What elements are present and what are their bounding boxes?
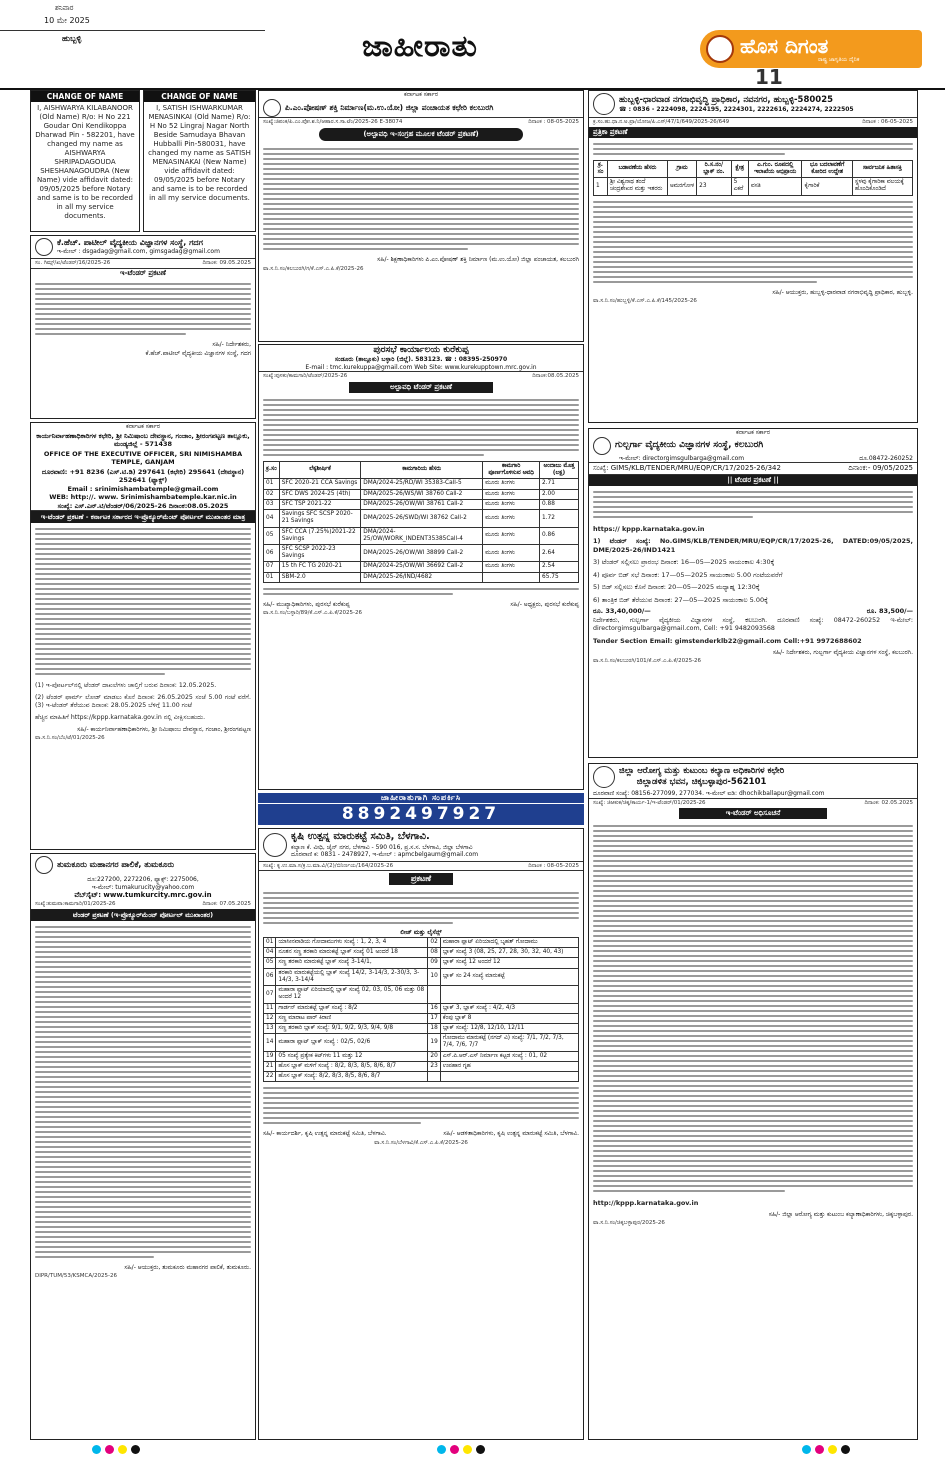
table-cell: 2.71 bbox=[540, 479, 579, 489]
table-row bbox=[264, 1003, 579, 1013]
table-cell: 07 bbox=[264, 562, 280, 572]
table-cell: 01 bbox=[264, 937, 276, 947]
table-row bbox=[264, 479, 579, 489]
kh-org: ಕೆ.ಹೆಚ್. ಪಾಟೀಲ್ ವೈದ್ಯಕೀಯ ವಿಜ್ಞಾನಗಳ ಸಂಸ್ಥೆ, ಗದಗ bbox=[57, 238, 203, 248]
table-cell: ಎಸ್.ಪಿ.ಆರ್.ಎಸ್ ನಿರ್ಮಾಣ ಕಟ್ಟಡ ಸಂಖ್ಯೆ : 01, 02 bbox=[440, 1051, 578, 1061]
ganjam-notice: ಇ-ಟೆಂಡರ್ ಪ್ರಕಟಣೆ - ಕರ್ನಾಟಕ ಸರ್ಕಾರದ ಇ-ಪ್ರೊಕ್ಯೂರ್‌ಮೆಂಟ್ ಪೋರ್ಟಲ್ ಮುಖಾಂತರ ಮಾತ್ರ bbox=[31, 511, 255, 523]
table-cell: 13 bbox=[264, 1023, 276, 1033]
apmc-ref: ಸಂಖ್ಯೆ: ಕೃ.ಉ.ಮಾ.ಸ/ಕ್ರ.ಬ.ಮಾ.ವಿ/(2)/ಬಿನಿರ್ಣಯ/164/2025-26 bbox=[263, 862, 394, 869]
tum-code: DIPR/TUM/53/KSMCA/2025-26 bbox=[35, 1273, 117, 1280]
table-cell: DMA/2024-25/OW/WORK_INDENT35385Call-4 bbox=[361, 527, 483, 544]
chk-code: ವಾ.ಸ.ನಿ.ಸಂ/ಚಿಕ್ಕಬಳ್ಳಾಪುರ/2025-26 bbox=[593, 1220, 665, 1227]
kzp-date: ದಿನಾಂಕ : 08-05-2025 bbox=[528, 118, 579, 125]
table-row bbox=[264, 1023, 579, 1033]
gims-amount: ರೂ. 33,40,000/— bbox=[593, 606, 651, 615]
table-row bbox=[264, 562, 579, 572]
issue-day: ಶನಿವಾರ bbox=[55, 4, 74, 12]
table-cell: ಉಪಹಾರ ಗೃಹ bbox=[440, 1061, 578, 1071]
change-of-name-1 bbox=[30, 90, 140, 232]
apmc-table bbox=[263, 937, 579, 1083]
magenta-mark-icon bbox=[450, 1445, 459, 1454]
table-cell: 01 bbox=[264, 572, 280, 582]
kh-body bbox=[31, 278, 255, 340]
emblem-icon bbox=[593, 766, 615, 788]
registration-marks bbox=[800, 1445, 852, 1457]
table-cell: 06 bbox=[264, 544, 280, 561]
chk-notice: ಇ-ಟೆಂಡರ್ ಅಧಿಸೂಚನೆ bbox=[679, 808, 827, 819]
ganjam-title-en: OFFICE OF THE EXECUTIVE OFFICER, SRI NIMISHAMBA TEMPLE, GANJAM bbox=[43, 449, 243, 466]
kh-patil-notice bbox=[30, 235, 256, 419]
table-row bbox=[264, 499, 579, 509]
chk-body bbox=[589, 820, 917, 1197]
table-header: ಎ.ಗುಂ. ರೂಪದಲ್ಲಿ ಇಲಾಖೆಯ ಅಭಿಪ್ರಾಯ bbox=[748, 160, 802, 177]
table-cell bbox=[440, 1072, 578, 1082]
table-cell: 1.72 bbox=[540, 510, 579, 527]
gims-schedule-3: 5) ಬಿಡ್ ಸಲ್ಲಿಸಲು ಕೊನೆ ದಿನಾಂಕ: 20—05—2025 ಮಧ್ಯಾಹ್ನ 12:30ಕ್ಕೆ bbox=[593, 583, 760, 592]
table-cell: 12 bbox=[264, 1013, 276, 1023]
table-cell: ಮೂರು ತಿಂಗಳು bbox=[483, 527, 540, 544]
gims-tender-section: Tender Section Email: gimstenderklb22@gmail.com Cell:+91 9972688602 bbox=[593, 637, 862, 646]
tum-date: ದಿನಾಂಕ: 07.05.2025 bbox=[202, 900, 251, 907]
table-cell: 65.75 bbox=[540, 572, 579, 582]
table-cell: ಸಣ್ಣ ತರಕಾರಿ ಮಾರುಕಟ್ಟೆ ಬ್ಲಾಕ್ ಸಂಖ್ಯೆ 3-14/1, bbox=[276, 958, 428, 968]
table-row bbox=[264, 1013, 579, 1023]
table-cell: ನೂತನ ಸಣ್ಣ ತರಕಾರಿ ಮಾರುಕಟ್ಟೆ ಬ್ಲಾಕ್ ಸಂಖ್ಯೆ 01 ಅಂದರೆ 18 bbox=[276, 948, 428, 958]
table-row bbox=[264, 1034, 579, 1051]
kh-sign2: ಕೆ.ಹೆಚ್.ಪಾಟೀಲ್ ವೈದ್ಯಕೀಯ ವಿಜ್ಞಾನಗಳ ಸಂಸ್ಥೆ, ಗದಗ bbox=[145, 350, 251, 358]
hdmc-ref: ಕ್ರ.ಸಂ.ಹು.ಧಾ.ನ.ಅ.ಪ್ರಾ/ಯೋಜ/ಪಿ.ಎಸ್/47/1/649/2025-26/649 bbox=[593, 119, 730, 125]
tum-notice: ಟೆಂಡರ್ ಪ್ರಕಟಣೆ (ಇ-ಪ್ರೊಕ್ಯೂರ್‌ಮೆಂಟ್ ಪೋರ್ಟಲ್ ಮುಖಾಂತರ) bbox=[31, 909, 255, 921]
kzp-code: ವಾ.ಸ.ನಿ.ಸಂ/ಕಲಬುರಗಿ/ಗ/ಕೆ.ಎಸ್.ಎ.ಪಿ.ಕೆ/2025-26 bbox=[263, 265, 364, 272]
chk-address: ಜಿಲ್ಲಾಡಳಿತ ಭವನ, ಚಿಕ್ಕಬಳ್ಳಾಪುರ-562101 bbox=[636, 777, 767, 787]
table-cell: 04 bbox=[264, 510, 280, 527]
table-row bbox=[264, 572, 579, 582]
gims-site: https:// kppp.karnataka.gov.in bbox=[593, 524, 705, 533]
cyan-mark-icon bbox=[802, 1445, 811, 1454]
ganjam-gov: ಕರ್ನಾಟಕ ಸರ್ಕಾರ bbox=[125, 423, 161, 430]
apmc-title: ಕೃಷಿ ಉತ್ಪನ್ನ ಮಾರುಕಟ್ಟೆ ಸಮಿತಿ, ಬೆಳಗಾವಿ. bbox=[291, 831, 430, 842]
masthead bbox=[0, 0, 945, 90]
apmc-notice bbox=[258, 828, 584, 1440]
black-mark-icon bbox=[476, 1445, 485, 1454]
table-cell: ಯಾಸೀನವಾಡಿಯ ಗೋದಾಮುಗಳು ಸಂಖ್ಯೆ : 1, 2, 3, 4 bbox=[276, 937, 428, 947]
table-cell: DMA/2025-26/WS/WI 38760 Call-2 bbox=[361, 489, 483, 499]
table-cell: ಬ್ಲಾಕ್ ಸಂಖ್ಯೆ 3 (08, 25, 27, 28, 30, 32, 40, 43) bbox=[440, 948, 578, 958]
tum-phone: ದೂ:227200, 2272206, ಫ್ಯಾಕ್ಸ್: 2275006, bbox=[87, 876, 199, 883]
table-cell: ಕೆಂಪು ಬ್ಲಾಕ್ 8 bbox=[440, 1013, 578, 1023]
kur-email: E-mail : tmc.kurekuppa@gmail.com Web Site: www.kurekupptown.mrc.gov.in bbox=[305, 363, 537, 371]
table-cell: 08 bbox=[428, 948, 440, 958]
tum-email: ಇ-ಮೇಲ್: tumakurucity@yahoo.com bbox=[91, 883, 195, 891]
kh-sign: ಸಹಿ/- ನಿರ್ದೇಶಕರು, bbox=[212, 340, 251, 348]
table-cell: SBM-2.0 bbox=[279, 572, 361, 582]
apmc-notice: ಪ್ರಕಟಣೆ bbox=[389, 873, 453, 885]
table-cell: SFC CCA (7.25%)2021-22 Savings bbox=[279, 527, 361, 544]
table-cell: ಮೂರು ತಿಂಗಳು bbox=[483, 499, 540, 509]
table-cell: Savings SFC SCSP 2020-21 Savings bbox=[279, 510, 361, 527]
table-cell bbox=[440, 986, 578, 1003]
table-cell: ತರಕಾರಿ ಮಾರುಕಟ್ಟೆಯಲ್ಲಿ ಬ್ಲಾಕ್ ಸಂಖ್ಯೆ 14/2, 3-14/3, 2-30/3, 3-14/3, 3-14/4 bbox=[276, 968, 428, 985]
table-cell: ಮೂರು ತಿಂಗಳು bbox=[483, 544, 540, 561]
table-cell: ವಸತಿ bbox=[748, 178, 802, 195]
kur-body bbox=[259, 394, 583, 461]
chk-phone: ದೂರವಾಣಿ ಸಂಖ್ಯೆ: 08156-277099, 277034. ಇ-ಮೇಲ್ ಐಡಿ: dhochikballapur@gmail.com bbox=[593, 790, 825, 797]
black-mark-icon bbox=[131, 1445, 140, 1454]
table-cell: 21 bbox=[264, 1061, 276, 1071]
emblem-icon bbox=[35, 238, 53, 256]
table-cell: DMA/2025-26/SWD/WI 38762 Call-2 bbox=[361, 510, 483, 527]
table-cell: 14 bbox=[264, 1034, 276, 1051]
kzp-title: ಪಿ.ಎಂ.ಪೋಷಣ್ ಶಕ್ತಿ ನಿರ್ಮಾಣ(ಮ.ಉ.ಯೋ) ಜಿಲ್ಲಾ ಪಂಚಾಯತ ಕಛೇರಿ ಕಲಬುರಗಿ bbox=[285, 102, 494, 112]
magenta-mark-icon bbox=[815, 1445, 824, 1454]
table-row bbox=[264, 937, 579, 947]
table-cell: 05 bbox=[264, 527, 280, 544]
kur-date: ದಿನಾಂಕ:08.05.2025 bbox=[532, 373, 579, 380]
apmc-logo-icon bbox=[263, 833, 287, 857]
registration-marks bbox=[435, 1445, 487, 1457]
kur-th: ಲೆಕ್ಕಶೀರ್ಷಿಕೆ bbox=[279, 461, 361, 478]
table-cell: ಸ್ಥಳವು ಕೈಗಾರಿಕಾ ವಲಯಕ್ಕೆ ಹೊಂದಿಕೊಂಡಿದೆ bbox=[852, 178, 912, 195]
table-cell: ಕೈಗಾರಿಕೆ bbox=[802, 178, 852, 195]
tum-org: ತುಮಕೂರು ಮಹಾನಗರ ಪಾಲಿಕೆ, ತುಮಕೂರು bbox=[57, 860, 175, 869]
yellow-mark-icon bbox=[828, 1445, 837, 1454]
table-cell: SFC DWS 2024-25 (4th) bbox=[279, 489, 361, 499]
con1-heading: CHANGE OF NAME bbox=[31, 91, 139, 102]
paper-logo bbox=[700, 30, 922, 68]
tumakuru-notice bbox=[30, 853, 256, 1440]
kur-th: ಕಾಮಗಾರಿ ಪೂರ್ಣಗೊಳಿಸುವ ಅವಧಿ bbox=[483, 461, 540, 478]
paper-name: ಹೊಸ ದಿಗಂತ bbox=[740, 34, 829, 58]
table-header: ಕ್ಷೇತ್ರ bbox=[731, 160, 748, 177]
chk-sign: ಸಹಿ/- ಜಿಲ್ಲಾ ಆರೋಗ್ಯ ಮತ್ತು ಕುಟುಂಬ ಕಲ್ಯಾಣಾಧಿಕಾರಿಗಳು, ಚಿಕ್ಕಬಳ್ಳಾಪುರ. bbox=[768, 1210, 913, 1218]
kur-ref: ಸಂಖ್ಯೆ:ಪುಸಕು/ಕಾಮಗಾರಿ/ಟೆಂಡರ್/2025-26 bbox=[263, 373, 348, 380]
table-row bbox=[264, 489, 579, 499]
table-cell: DMA/2024-25/RD/WI 35383-Call-5 bbox=[361, 479, 483, 489]
table-cell: 23 bbox=[428, 1061, 440, 1071]
table-cell: ಮೂರು ತಿಂಗಳು bbox=[483, 489, 540, 499]
kur-sign: ಸಹಿ/- ಮುಖ್ಯಾಧಿಕಾರಿಗಳು, ಪುರಸಭೆ ಕುರೆಕುಪ್ಪ bbox=[263, 600, 350, 608]
kh-notice: ಇ-ಟೆಂಡರ್ ಪ್ರಕಟಣೆ bbox=[120, 268, 166, 277]
hdmc-date: ದಿನಾಂಕ : 06-05-2025 bbox=[862, 119, 913, 125]
table-cell: 06 bbox=[264, 968, 276, 985]
kur-th: ಅಂದಾಜು ಮೊತ್ತ (ಲಕ್ಷ) bbox=[540, 461, 579, 478]
gims-title: ಗುಲ್ಬರ್ಗಾ ವೈದ್ಯಕೀಯ ವಿಜ್ಞಾನಗಳ ಸಂಸ್ಥೆ, ಕಲಬುರಗಿ bbox=[615, 439, 764, 450]
table-cell: 2.00 bbox=[540, 489, 579, 499]
kzp-gov: ಕರ್ನಾಟಕ ಸರ್ಕಾರ bbox=[403, 91, 439, 98]
hdmc-sign: ಸಹಿ/- ಆಯುಕ್ತರು, ಹುಬ್ಬಳ್ಳಿ-ಧಾರವಾಡ ನಗರಾಭಿವೃದ್ಧಿ ಪ್ರಾಧಿಕಾರ, ಹುಬ್ಬಳ್ಳಿ. bbox=[772, 288, 913, 296]
table-cell bbox=[428, 1072, 440, 1082]
table-cell: DMA/2025-26/OW/WI 38899 Call-2 bbox=[361, 544, 483, 561]
table-cell: 15 th FC TG 2020-21 bbox=[279, 562, 361, 572]
gims-notice: || ಟೆಂಡರ ಪ್ರಕಟಣೆ || bbox=[589, 475, 917, 486]
gims-contact: ನಿರ್ದೇಶಕರು, ಗುಲ್ಬರ್ಗಾ ವೈದ್ಯಕೀಯ ವಿಜ್ಞಾನಗಳ ಸಂಸ್ಥೆ, ಕಲಬುರಗಿ. ದೂರವಾಣಿ ಸಂಖ್ಯೆ: 08472-260252 ಇ-ಮೇಲ್: directorgimsgulbarga@gmail.com, Cell: +91 9482093568 bbox=[593, 616, 913, 632]
table-cell: 0.86 bbox=[540, 527, 579, 544]
tum-web: ವೆಬ್‌ಸೈಟ್: www.tumkurcity.mrc.gov.in bbox=[74, 891, 212, 899]
kur-th: ಕ್ರ.ಸಂ bbox=[264, 461, 280, 478]
gims-notice bbox=[588, 428, 918, 758]
kur-code: ವಾ.ಸ.ನಿ.ಸಂ/ಬಳ್ಳಾರಿ/89/ಕೆ.ಎಸ್.ಎ.ಪಿ.ಕೆ/2025-26 bbox=[263, 610, 363, 617]
table-row bbox=[264, 527, 579, 544]
ganjam-temple-notice bbox=[30, 422, 256, 850]
table-row bbox=[594, 178, 913, 195]
table-cell: 19 bbox=[264, 1051, 276, 1061]
table-row bbox=[264, 986, 579, 1003]
table-cell: 01 bbox=[264, 479, 280, 489]
table-cell: DMA/2025-26/OW/WI 38761 Call-2 bbox=[361, 499, 483, 509]
table-cell: ಮಹಾರಾ ಪ್ಲಾಟ್ ಏರಿಯಾದಲ್ಲಿ ಬ್ಲಾಕ್ ಸಂಖ್ಯೆ 02, 03, 05, 06 ಮತ್ತು 08 ಅಂದರೆ 12 bbox=[276, 986, 428, 1003]
gims-logo-icon bbox=[593, 437, 611, 455]
yellow-mark-icon bbox=[463, 1445, 472, 1454]
table-cell: 09 bbox=[428, 958, 440, 968]
apmc-sign2: ಸಹಿ/- ಆಡಳಿತಾಧಿಕಾರಿಗಳು, ಕೃಷಿ ಉತ್ಪನ್ನ ಮಾರುಕಟ್ಟೆ ಸಮಿತಿ, ಬೆಳಗಾವಿ. bbox=[443, 1130, 579, 1138]
apmc-body bbox=[259, 887, 583, 929]
table-cell: 20 bbox=[428, 1051, 440, 1061]
chk-title: ಜಿಲ್ಲಾ ಆರೋಗ್ಯ ಮತ್ತು ಕುಟುಂಬ ಕಲ್ಯಾಣ ಅಧಿಕಾರಿಗಳ ಕಛೇರಿ bbox=[619, 766, 785, 777]
table-row bbox=[264, 958, 579, 968]
table-row bbox=[264, 544, 579, 561]
ganjam-title: ಕಾರ್ಯನಿರ್ವಾಹಣಾಧಿಕಾರಿಗಳ ಕಛೇರಿ, ಶ್ರೀ ನಿಮಿಷಾಂಬ ದೇವಸ್ಥಾನ, ಗಂಜಾಂ, ಶ್ರೀರಂಗಪಟ್ಟಣ ತಾಲ್ಲೂಕು, ಮಂಡ್ಯಜಿಲ್ಲೆ - 571438 bbox=[36, 431, 250, 448]
table-cell bbox=[483, 572, 540, 582]
kzp-notice: (ಅಲ್ಪಾವಧಿ ಇ-ಸಂಗ್ರಹ ಮೂಲಕ ಟೆಂಡರ್ ಪ್ರಕಟಣೆ) bbox=[319, 128, 523, 141]
hdmc-phone: ☎ : 0836 - 2224098, 2224195, 2224301, 2222616, 2224274, 2222505 bbox=[619, 105, 854, 113]
table-cell: ಗೋದಾಮು ಮಾರುಕಟ್ಟೆ (ನಗದ್ ವಿ) ಸಂಖ್ಯೆ: 7/1, 7/2, 7/3, 7/4, 7/6, 7/7 bbox=[440, 1034, 578, 1051]
table-cell: 2.64 bbox=[540, 544, 579, 561]
ganjam-body bbox=[31, 523, 255, 680]
black-mark-icon bbox=[841, 1445, 850, 1454]
hdmc-table bbox=[593, 160, 913, 196]
table-cell: 5 ಎಕರೆ bbox=[731, 178, 748, 195]
apmc-phone: ದೂರವಾಣಿ ಕ: 0831 - 2478927, ಇ-ಮೇಲ್ : apmcbelgaum@gmail.com bbox=[291, 851, 479, 858]
table-cell: 2.54 bbox=[540, 562, 579, 572]
table-row bbox=[264, 510, 579, 527]
table-header: ಬಡಾವಣೆಯ ಹೆಸರು bbox=[607, 160, 667, 177]
table-cell: 23 bbox=[697, 178, 731, 195]
table-cell: 10 bbox=[428, 968, 440, 985]
con1-body: I, AISHWARYA KILABANOOR (Old Name) R/o: H No 221 Goudar Oni Kendikoppa Dharwad Pin - 582201, have changed my name as AISHWARYA SHRIPADAGOUDA SHESHANAGOUDRA (New Name) vide affidavit dated: 09/05/2025 before Notary and same is to be recorded in all my service documents. bbox=[35, 104, 135, 220]
table-cell: 04 bbox=[264, 948, 276, 958]
table-cell: 11 bbox=[264, 1003, 276, 1013]
hdmc-notice: ಪ್ರತ್ರಿಕಾ ಪ್ರಕಟಣೆ bbox=[589, 127, 917, 138]
table-cell: ಶ್ರೀ ವಿಶ್ವನಾಥ ತಂದೆ ಚಂದ್ರಶೇಖರ ಮತ್ತು ಇತರರು bbox=[607, 178, 667, 195]
table-cell: ಮೂರು ತಿಂಗಳು bbox=[483, 510, 540, 527]
yellow-mark-icon bbox=[118, 1445, 127, 1454]
table-cell: 05 ಸಂಖ್ಯೆ ಪ್ರತ್ಯೇಕ ಕಿಟ್‌ಗಳು 11 ಮತ್ತು 12 bbox=[276, 1051, 428, 1061]
lamp-icon bbox=[706, 35, 734, 63]
table-cell: 16 bbox=[428, 1003, 440, 1013]
emblem-icon bbox=[263, 99, 281, 117]
chk-date: ದಿನಾಂಕ: 02.05.2025 bbox=[864, 799, 913, 806]
paper-tagline: ರಾಷ್ಟ್ರ ಜಾಗೃತಿಯ ದೈನಿಕ bbox=[818, 57, 860, 63]
gims-gov: ಕರ್ನಾಟಕ ಸರ್ಕಾರ bbox=[735, 429, 771, 436]
hdmc-notice bbox=[588, 90, 918, 423]
table-header: ಭೂ ಬದಲಾವಣೆಗೆ ಕೋರಿದ ಉದ್ದೇಶ bbox=[802, 160, 852, 177]
issue-date: 10 ಮೇ 2025 bbox=[44, 16, 90, 25]
table-cell: 07 bbox=[264, 986, 276, 1003]
table-cell: ಬ್ಲಾಕ್ ಸಂ 24 ಸಂಖ್ಯೆ ಮಾರುಕಟ್ಟೆ bbox=[440, 968, 578, 985]
kur-address: ಸಂಡೂರು (ತಾಲ್ಲೂಕು) ಬಳ್ಳಾರಿ (ಜಿಲ್ಲೆ). 583123. ☎ : 08395-250970 bbox=[334, 356, 508, 364]
emblem-icon bbox=[35, 856, 53, 874]
kh-email: ಇ-ಮೇಲ್ : dsgadag@gmail.com, gimsgadag@gmail.com bbox=[57, 248, 220, 256]
kurekuppa-notice bbox=[258, 344, 584, 790]
table-cell: SFC SCSP 2022-23 Savings bbox=[279, 544, 361, 561]
table-cell: ಬ್ಲಾಕ್ 3, ಬ್ಲಾಕ್ ಸಂಖ್ಯೆ : 4/2, 4/3 bbox=[440, 1003, 578, 1013]
table-cell: 05 bbox=[264, 958, 276, 968]
ad-banner[interactable] bbox=[258, 793, 584, 825]
table-header: ಗ್ರಾಮ bbox=[667, 160, 696, 177]
table-header: ರಿ.ಸ.ನಂ/ ಬ್ಲಾಕ್ ನಂ. bbox=[697, 160, 731, 177]
table-row bbox=[264, 968, 579, 985]
hdmc-title: ಹುಬ್ಬಳ್ಳಿ-ಧಾರವಾಡ ನಗರಾಭಿವೃದ್ಧಿ ಪ್ರಾಧಿಕಾರ, ನವನಗರ, ಹುಬ್ಬಳ್ಳಿ-580025 bbox=[619, 94, 834, 105]
table-cell: 18 bbox=[428, 1023, 440, 1033]
table-cell: ಸಣ್ಣ ತರಕಾರಿ ಬ್ಲಾಕ್ ಸಂಖ್ಯೆ: 9/1, 9/2, 9/3, 9/4, 9/8 bbox=[276, 1023, 428, 1033]
table-cell: SFC TSP 2021-22 bbox=[279, 499, 361, 509]
table-cell: ಬ್ಲಾಕ್ ಸಂಖ್ಯೆ: 12/8, 12/10, 12/11 bbox=[440, 1023, 578, 1033]
table-cell: 17 bbox=[428, 1013, 440, 1023]
table-cell: ಮಹಾರಾ ಪ್ಲಾಟ್ ಬ್ಲಾಕ್ ಸಂಖ್ಯೆ : 02/5, 02/6 bbox=[276, 1034, 428, 1051]
kur-title: ಪುರಸಭೆ ಕಾರ್ಯಾಲಯ ಕುರೆಕುಪ್ಪ bbox=[373, 345, 469, 355]
magenta-mark-icon bbox=[105, 1445, 114, 1454]
cyan-mark-icon bbox=[92, 1445, 101, 1454]
kur-notice: ಅಲ್ಪಾವಧಿ ಟೆಂಡರ್ ಪ್ರಕಟಣೆ bbox=[349, 382, 493, 393]
chk-ref: ಸಂಖ್ಯೆ: ಜಿಆಕುಕ/ಚಿಕ್ಕ/ಕಾರ್ಯ-1/ಇ-ಟೆಂಡರ್/01/2025-26 bbox=[593, 799, 706, 806]
table-cell: 03 bbox=[264, 499, 280, 509]
chikkaballapur-notice bbox=[588, 763, 918, 1440]
table-cell: ಬ್ಲಾಕ್ ಸಂಖ್ಯೆ 12 ಅಂದರೆ 12 bbox=[440, 958, 578, 968]
table-cell: ಮೂರು ತಿಂಗಳು bbox=[483, 479, 540, 489]
gims-sign: ಸಹಿ/- ನಿರ್ದೇಶಕರು, ಗುಲ್ಬರ್ಗಾ ವೈದ್ಯಕೀಯ ವಿಜ್ಞಾನಗಳ ಸಂಸ್ಥೆ, ಕಲಬುರಗಿ. bbox=[772, 648, 913, 656]
ganjam-sign: ಸಹಿ/- ಕಾರ್ಯನಿರ್ವಾಹಣಾಧಿಕಾರಿಗಳು, ಶ್ರೀ ನಿಮಿಷಾಂಬ ದೇವಸ್ಥಾನ, ಗಂಜಾಂ, ಶ್ರೀರಂಗಪಟ್ಟಣ bbox=[77, 725, 251, 733]
apmc-table-title: ಲೀಜ್ ಮತ್ತು ಲೈಸೆನ್ಸ್ bbox=[400, 929, 442, 937]
section-title: ಜಾಹೀರಾತು bbox=[362, 29, 478, 64]
table-cell: DMA/2025-26/IND/4682 bbox=[361, 572, 483, 582]
gims-tender-no: 1) ಟೆಂಡರ್ ಸಂಖ್ಯೆ: No.GIMS/KLB/TENDER/MRU/EQP/CR/17/2025-26, DATED:09/05/2025, DME/2025-26/IND1421 bbox=[593, 537, 913, 554]
table-cell: ಗಾರ್ಡನ್ ಮಾರುಕಟ್ಟೆ ಬ್ಲಾಕ್ ಸಂಖ್ಯೆ : 8/2 bbox=[276, 1003, 428, 1013]
table-cell: SFC 2020-21 CCA Savings bbox=[279, 479, 361, 489]
table-cell: ಅಮರಗೋಳ bbox=[667, 178, 696, 195]
table-cell: 19 bbox=[428, 1034, 440, 1051]
table-header: ಸಾರ್ವಜನಿಕ ಹಿತಾಸಕ್ತಿ bbox=[852, 160, 912, 177]
page-number: 11 bbox=[755, 65, 783, 89]
ganjam-phone: ದೂರವಾಣಿ: +91 8236 (ಎಸ್.ಟಿ.ಡಿ) 297641 (ಕಛೇರಿ) 295641 (ದೇವಸ್ಥಾನ) 252641 (ಫ್ಯಾಕ್ಸ್) bbox=[41, 468, 245, 485]
kur-sign2: ಸಹಿ/- ಅಧ್ಯಕ್ಷರು, ಪುರಸಭೆ ಕುರೆಕುಪ್ಪ bbox=[510, 600, 579, 608]
apmc-address: ಕಲ್ಯಾಣ ಕೆ. ವೀಧಿ, ಜೈನ್ ನಗರ, ಬೆಳಗಾವಿ - 590 016, ಪ್ರ.ಸ.ಸ. ಬೆಳಗಾವಿ, ಜಿಲ್ಲಾ ಬೆಳಗಾವಿ bbox=[291, 843, 473, 851]
kzp-ref: ಸಂಖ್ಯೆ:ಜಿಪಂಕ/ಪಿ.ಎಂ.ಪೋ.ಶ.ನಿ/ಆಹಾರ.ಸ.ಸಾ.ಟೆಂ/2025-26 E-38074 bbox=[263, 118, 403, 125]
kzp-sign: ಸಹಿ/- ಶಿಕ್ಷಣಾಧಿಕಾರಿಗಳು ಪಿ.ಎಂ.ಪೋಷಣ್ ಶಕ್ತಿ ನಿರ್ಮಾಣ (ಮ.ಉ.ಯೋ) ಜಿಲ್ಲಾ ಪಂಚಾಯತ, ಕಲಬುರಗಿ bbox=[377, 256, 579, 264]
table-row bbox=[264, 1061, 579, 1071]
table-cell: ಮಹಾರಾ ಪ್ಲಾಟ್ ಏರಿಯಾದಲ್ಲಿ ಬೃಹತ್ ಗೋದಾಮು bbox=[440, 937, 578, 947]
table-cell: 02 bbox=[428, 937, 440, 947]
gims-emd: ರೂ. 83,500/— bbox=[866, 606, 913, 615]
edition-city: ಹುಬ್ಬಳ್ಳಿ bbox=[62, 34, 82, 43]
apmc-code: ವಾ.ಸ.ನಿ.ಸಂ/ಬೆಳಗಾವಿ/ಕೆ.ಎಸ್.ಎ.ಪಿ.ಕೆ/2025-26 bbox=[374, 1139, 468, 1146]
kur-th: ಕಾಮಗಾರಿಯ ಹೆಸರು bbox=[361, 461, 483, 478]
table-cell: ಮೂರು ತಿಂಗಳು bbox=[483, 562, 540, 572]
table-cell: ಸಣ್ಣ ಮಾರಾಟ ಪಾರ್ ಕಿರಾಣಿ bbox=[276, 1013, 428, 1023]
apmc-date: ದಿನಾಂಕ : 08-05-2025 bbox=[528, 862, 579, 869]
ganjam-ref: ಸಂಖ್ಯೆ: ಎಸ್.ಎನ್.ಟಿ/ಟೆಂಡರ್/06/2025-26 ದಿನಾಂಕ:08.05.2025 bbox=[31, 502, 255, 511]
ganjam-site: ಹೆಚ್ಚಿನ ಮಾಹಿತಿಗೆ https://kppp.karnataka.gov.in ನಲ್ಲಿ ವೀಕ್ಷಿಸಬಹುದು. bbox=[35, 714, 206, 722]
hdmc-logo-icon bbox=[593, 93, 615, 115]
ganjam-code: ವಾ.ಸ.ನಿ.ಸಂ/ಬೆಂ/ಟೆ/01/2025-26 bbox=[35, 735, 105, 741]
registration-marks bbox=[90, 1445, 142, 1457]
gims-schedule-1: 3) ಟೆಂಡರ್ ಸಲ್ಲಿಸಲು ಪ್ರಾರಂಭ ದಿನಾಂಕ: 16—05—2025 ಸಾಯಂಕಾಲ 4:30ಕ್ಕೆ bbox=[593, 558, 775, 567]
tum-ref: ಸಂಖ್ಯೆ:ತುಮಪಾ:ಕಾಮಗಾರಿ/01/2025-26 bbox=[35, 900, 116, 907]
table-row bbox=[264, 1051, 579, 1061]
ganjam-email: Email : srinimishambatemple@gmail.com bbox=[67, 485, 219, 494]
hdmc-code: ವಾ.ಸ.ನಿ.ಸಂ/ಹುಬ್ಬಳ್ಳಿ/ಕೆ.ಎಸ್.ಎ.ಪಿ.ಕೆ/145/2025-26 bbox=[593, 298, 697, 305]
gims-schedule-4: 6) ತಾಂತ್ರಿಕ ಬಿಡ್ ತೆರೆಯುವ ದಿನಾಂಕ: 27—05—2025 ಸಾಯಂಕಾಲ 5.00ಕ್ಕೆ bbox=[593, 595, 768, 604]
kh-date: ದಿನಾಂಕ: 09.05.2025 bbox=[202, 260, 251, 266]
tum-body bbox=[31, 921, 255, 1263]
con2-heading: CHANGE OF NAME bbox=[144, 91, 255, 102]
table-row bbox=[264, 1072, 579, 1082]
gims-ref: ಸಂಖ್ಯೆ: GIMS/KLB/TENDER/MRU/EQP/CR/17/2025-26/342 bbox=[593, 464, 781, 472]
table-cell: 0.88 bbox=[540, 499, 579, 509]
kalaburagi-zp-notice bbox=[258, 90, 584, 342]
gims-date: ದಿನಾಂಕ:- 09/05/2025 bbox=[848, 464, 913, 472]
table-cell: ಹೊಸ ಬ್ಲಾಕ್ ಸಂಖ್ಯೆ: 8/2, 8/3, 8/5, 8/6, 8/7 bbox=[276, 1072, 428, 1082]
table-row bbox=[264, 948, 579, 958]
ad-banner-text: ಜಾಹೀರಾತುಗಾಗಿ ಸಂಪರ್ಕಿಸಿ bbox=[258, 793, 584, 804]
table-cell: 22 bbox=[264, 1072, 276, 1082]
ganjam-schedule-1: (1) ಇ-ಪೋರ್ಟಲ್‌ನಲ್ಲಿ ಟೆಂಡರ್ ದಾಖಲೆಗಳು ಚಾಲ್ತಿಗೆ ಬರುವ ದಿನಾಂಕ: 12.05.2025. bbox=[35, 681, 217, 689]
ad-banner-phone: 8892497927 bbox=[341, 804, 501, 824]
ganjam-schedule-2: (2) ಟೆಂಡರ್ ಫಾರ್ಮ್ ಲೋಡ್ ಮಾಡಲು ಕೊನೆ ದಿನಾಂಕ: 26.05.2025 ಸಂಜೆ 5.00 ಗಂಟೆ ವರೆಗೆ. (3) ಇ-ಟೆಂಡರ್ ತೆರೆಯುವ ದಿನಾಂಕ: 28.05.2025 ಬೆಳಿಗ್ಗೆ 11.00 ಗಂಟೆ bbox=[35, 693, 251, 710]
gims-phone: ದೂ.08472-260252 bbox=[859, 454, 913, 462]
table-cell: 02 bbox=[264, 489, 280, 499]
apmc-sign: ಸಹಿ/- ಕಾರ್ಯದರ್ಶಿ, ಕೃಷಿ ಉತ್ಪನ್ನ ಮಾರುಕಟ್ಟೆ ಸಮಿತಿ, ಬೆಳಗಾವಿ. bbox=[263, 1130, 387, 1138]
gims-schedule-2: 4) ಪೂರ್ವ ಬಿಡ್ ಸಭೆ ದಿನಾಂಕ: 17—05—2025 ಸಾಯಂಕಾಲ 5.00 ಗಂಟೆಯವರೆಗೆ bbox=[593, 570, 783, 579]
kzp-body bbox=[259, 143, 583, 255]
ganjam-web: WEB: http://. www. Srinimishambatemple.kar.nic.in bbox=[49, 493, 237, 502]
gims-code: ವಾ.ಸ.ನಿ.ಸಂ/ಕಲಬುರಗಿ/101/ಕೆ.ಎಸ್.ಎ.ಪಿ.ಕೆ/2025-26 bbox=[593, 658, 702, 665]
table-cell bbox=[428, 986, 440, 1003]
table-cell: DMA/2024-25/OW/WI 36692 Call-2 bbox=[361, 562, 483, 572]
con2-body: I, SATISH ISHWARKUMAR MENASINKAI (Old Name) R/o: H No 52 Lingraj Nagar North Beside Samudaya Bhavan Hubballi Pin-580031, have changed my name as SATISH MENASINAKAI (New Name) vide affidavit dated: 09/05/2025 before Notary and same is to be recorded in all my service documents. bbox=[148, 104, 251, 202]
kur-table bbox=[263, 461, 579, 583]
chk-site: http://kppp.karnataka.gov.in bbox=[593, 1199, 699, 1208]
kh-ref: ಸಂ. ಗಿಮ್ಸ್/ಖ/ಟೆಂಡರ್/16/2025-26 bbox=[35, 260, 111, 266]
change-of-name-2 bbox=[143, 90, 256, 232]
table-header: ಕ್ರ. ಸಂ bbox=[594, 160, 608, 177]
table-cell: 1 bbox=[594, 178, 608, 195]
gims-email: ಇ-ಮೇಲ್: directorgimsgulbarga@gmail.com bbox=[619, 454, 745, 462]
table-cell: ಹೊಸ ಬ್ಲಾಕ್ ಮಳಿಗೆ ಸಂಖ್ಯೆ : 8/2, 8/3, 8/5, 8/6, 8/7 bbox=[276, 1061, 428, 1071]
tum-sign: ಸಹಿ/- ಆಯುಕ್ತರು, ತುಮಕೂರು ಮಹಾನಗರ ಪಾಲಿಕೆ, ತುಮಕೂರು. bbox=[124, 1263, 251, 1271]
cyan-mark-icon bbox=[437, 1445, 446, 1454]
